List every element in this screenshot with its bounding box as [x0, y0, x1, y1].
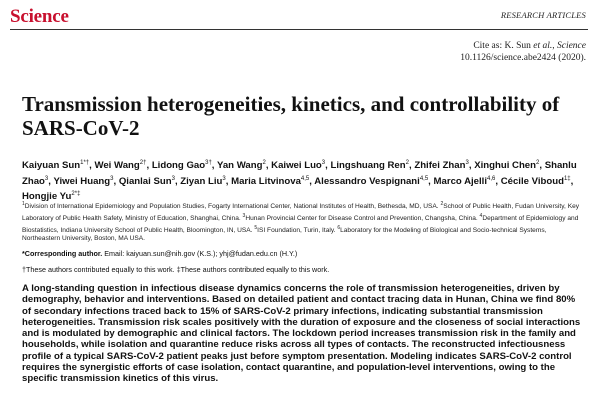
author-name: Zhifei Zhan	[414, 160, 466, 172]
author	[330, 160, 409, 171]
author-name: Wei Wang	[94, 160, 140, 172]
author-name: Lingshuang Ren	[330, 160, 406, 172]
citation-prefix: Cite as: K. Sun	[473, 41, 534, 51]
author-affiliation-marks: 3	[465, 160, 469, 166]
header-rule	[10, 29, 588, 30]
affiliation	[254, 224, 336, 234]
affiliation	[22, 203, 439, 210]
author-affiliation-marks: 2†	[139, 160, 147, 166]
contribution-note: †These authors contributed equally to this work. ‡These authors contributed equally to this work.	[22, 265, 330, 274]
author-affiliation-marks: 3	[321, 160, 326, 166]
abstract: A long-standing question in infectious disease dynamics concerns the role of transmission heterogeneities, driven by demography, behavior and interventions. Based on detailed patient and contact tracing data in Hunan, China we find 80% of secondary infections traced back to 15% of SARS-CoV-2 primary infections, indicating substantial transmission heterogeneities. Transmission risk scales positively with the duration of exposure and the closeness of social interactions and is modulated by demographic and clinical factors. The lockdown period increases transmission risk in the family and households, while isolation and quarantine reduce risks across all types of contacts. The reconstructed infectiousness profile of a typical SARS-CoV-2 patient peaks just before symptom presentation. Modeling indicates SARS-CoV-2 control requires the synergistic efforts of case isolation, contact quarantine, and population-level interventions, owing to the specific transmission kinetics of this virus.	[22, 283, 581, 385]
author-affiliation-marks: 2*‡	[71, 191, 81, 198]
affiliation-number: 6	[337, 224, 341, 231]
author	[434, 176, 496, 187]
affiliation-text: Laboratory for the Modeling of Biological and Socio-technical Systems, Northeastern University, Boston, MA USA.	[22, 226, 547, 243]
author-list: Kaiyuan Sun$^{1*\dagger}$, Wei Wang$^{2\dagger}$, Lidong Gao$^{3\dagger}$, Yan Wang$^2$, Kaiwei Luo$^3$, Lingshuang Ren$^2$, Zhifei Zhan$^3$, Xinghui Chen$^2$, Shanlu Zhao$^3$, Yiwei Huang$^3$, Qianlai Sun$^3$, Ziyan Liu$^3$, Maria Litvinova$^{4,5}$, Alessandro Vespignani$^{4,5}$, Marco Ajelli$^{4,6}$, Cécile Viboud$^{1\ddagger}$, Hongjie $Yu^{2*\ddagger}$	[22, 160, 577, 203]
author	[180, 176, 225, 187]
author-name: Maria Litvinova	[231, 175, 301, 187]
affiliation-number: 3	[242, 212, 246, 219]
affiliation-number: 2	[440, 201, 444, 207]
author-affiliation-marks: 3	[44, 175, 49, 182]
author-name: Yiwei Huang	[53, 175, 111, 187]
author-name: Alessandro Vespignani	[314, 175, 420, 187]
author	[53, 176, 113, 187]
author-name: Ziyan Liu	[180, 175, 223, 187]
corresponding-label: *Corresponding author.	[22, 249, 103, 258]
author-name: Yan Wang	[216, 160, 263, 172]
author-affiliation-marks: 1*†	[80, 160, 90, 166]
author-affiliation-marks: 1‡	[563, 175, 571, 182]
author	[119, 176, 175, 187]
corresponding-email: Email: kaiyuan.sun@nih.gov (K.S.); yhj@fudan.edu.cn (H.Y.)	[102, 249, 298, 258]
author-name: Kaiyuan Sun	[22, 160, 81, 172]
author-name: Hongjie Yu	[22, 191, 72, 203]
affiliation-text: Division of International Epidemiology and Population Studies, Fogarty International Center, National Institutes of Health, Bethesda, MD, USA.	[24, 203, 439, 211]
citation-comma: ,	[552, 41, 557, 51]
author-affiliation-marks: 4,6	[487, 175, 496, 182]
journal-logo: Science	[10, 6, 69, 27]
author-affiliation-marks: 4,5	[300, 175, 310, 182]
corresponding-author	[22, 249, 582, 258]
author	[474, 160, 539, 171]
author-affiliation-marks: 2	[262, 160, 266, 166]
author-name: Xinghui Chen	[474, 160, 537, 172]
author	[271, 160, 325, 171]
affiliation-number: 5	[254, 224, 258, 231]
author	[217, 160, 266, 171]
author-name: Qianlai Sun	[118, 175, 172, 187]
citation-etal: et al.	[533, 41, 553, 51]
author-affiliation-marks: 2	[405, 160, 409, 166]
author-affiliation-marks: 3†	[205, 160, 212, 166]
author	[314, 176, 428, 187]
author-name: Lidong Gao	[151, 160, 206, 172]
affiliation-text: School of Public Health, Fudan University, Key Laboratory of Public Health Safety, Ministry of Education, Shanghai, China.	[22, 203, 580, 222]
author-name: Kaiwei Luo	[271, 160, 322, 172]
citation	[336, 41, 586, 64]
section-label: RESEARCH ARTICLES	[500, 10, 586, 20]
author-affiliation-marks: 4,5	[419, 175, 429, 182]
author-name: Cécile Viboud	[500, 175, 564, 187]
affiliation-number: 4	[479, 212, 483, 219]
author	[22, 160, 89, 171]
affiliation-text: ISI Foundation, Turin, Italy.	[257, 226, 336, 234]
author-affiliation-marks: 3	[171, 175, 175, 182]
affiliation	[242, 212, 478, 222]
author-affiliation-marks: 3	[222, 175, 226, 182]
author-affiliation-marks: 2	[536, 160, 540, 166]
author	[94, 160, 146, 171]
author-name: Shanlu Zhao	[22, 160, 577, 187]
paper-title: Transmission heterogeneities, kinetics, and controllability of SARS-CoV-2	[22, 92, 560, 140]
author	[414, 160, 469, 171]
affiliation-number: 1	[22, 201, 25, 207]
author	[501, 176, 571, 187]
author	[231, 176, 309, 187]
author-name: Marco Ajelli	[433, 175, 488, 187]
author	[152, 160, 212, 171]
affiliation-list	[22, 200, 582, 244]
citation-doi: 10.1126/science.abe2424 (2020).	[460, 52, 586, 63]
author-affiliation-marks: 3	[110, 175, 114, 182]
affiliation-text: Hunan Provincial Center for Disease Control and Prevention, Changsha, China.	[245, 214, 478, 222]
affiliation-text: Department of Epidemiology and Biostatistics, Indiana University School of Public Health, Bloomington, IN, USA.	[22, 214, 579, 234]
citation-journal: Science	[556, 41, 586, 51]
